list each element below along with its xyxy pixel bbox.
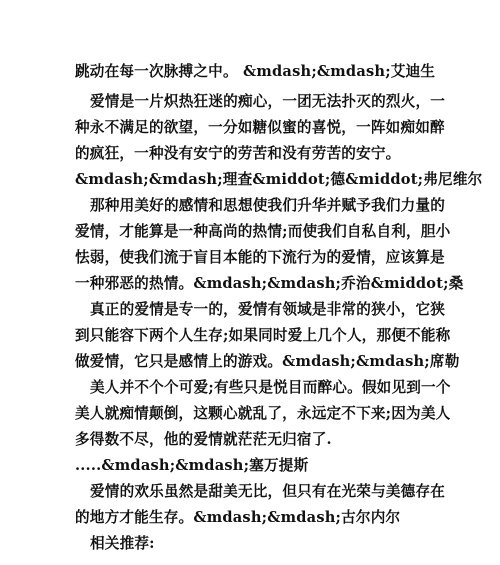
- text-line: 那种用美好的感情和思想使我们升华并赋予我们力量的: [90, 197, 446, 214]
- text-line: 到只能容下两个人生存;如果同时爱上几个人，那便不能称: [75, 327, 451, 344]
- text-line: 美人并不个个可爱;有些只是悦目而醉心。假如见到一个: [90, 379, 451, 396]
- text-line: 种永不满足的欲望，一分如糖似蜜的喜悦，一阵如痴如醉: [75, 119, 445, 136]
- text-line: 多得数不尽，他的爱情就茫茫无归宿了.: [75, 431, 332, 448]
- text-line: 一种邪恶的热情。&mdash;&mdash;乔治&middot;桑: [75, 275, 464, 292]
- text-line: .....&mdash;&mdash;塞万提斯: [75, 457, 309, 474]
- text-line: 的疯狂，一种没有安宁的劳苦和没有劳苦的安宁。: [75, 145, 401, 162]
- text-line: 做爱情，它只是感情上的游戏。&mdash;&mdash;席勒: [75, 353, 460, 370]
- text-line: 怯弱，使我们流于盲目本能的下流行为的爱情，应该算是: [75, 249, 445, 266]
- text-line: 真正的爱情是专一的，爱情有领域是非常的狭小，它狭: [90, 301, 446, 318]
- text-line: 爱情，才能算是一种高尚的热情;而使我们自私自利，胆小: [75, 223, 451, 240]
- text-line: &mdash;&mdash;理查&middot;德&middot;弗尼维尔: [75, 171, 483, 188]
- text-line: 爱情是一片炽热狂迷的痴心，一团无法扑灭的烈火，一: [90, 93, 446, 110]
- text-line: 的地方才能生存。&mdash;&mdash;古尔内尔: [75, 509, 401, 526]
- text-line: 爱情的欢乐虽然是甜美无比，但只有在光荣与美德存在: [90, 483, 446, 500]
- text-line: 相关推荐:: [90, 535, 155, 552]
- text-line: 美人就痴情颠倒，这颗心就乱了，永远定不下来;因为美人: [75, 405, 451, 422]
- text-line: 跳动在每一次脉搏之中。 &mdash;&mdash;艾迪生: [75, 63, 436, 80]
